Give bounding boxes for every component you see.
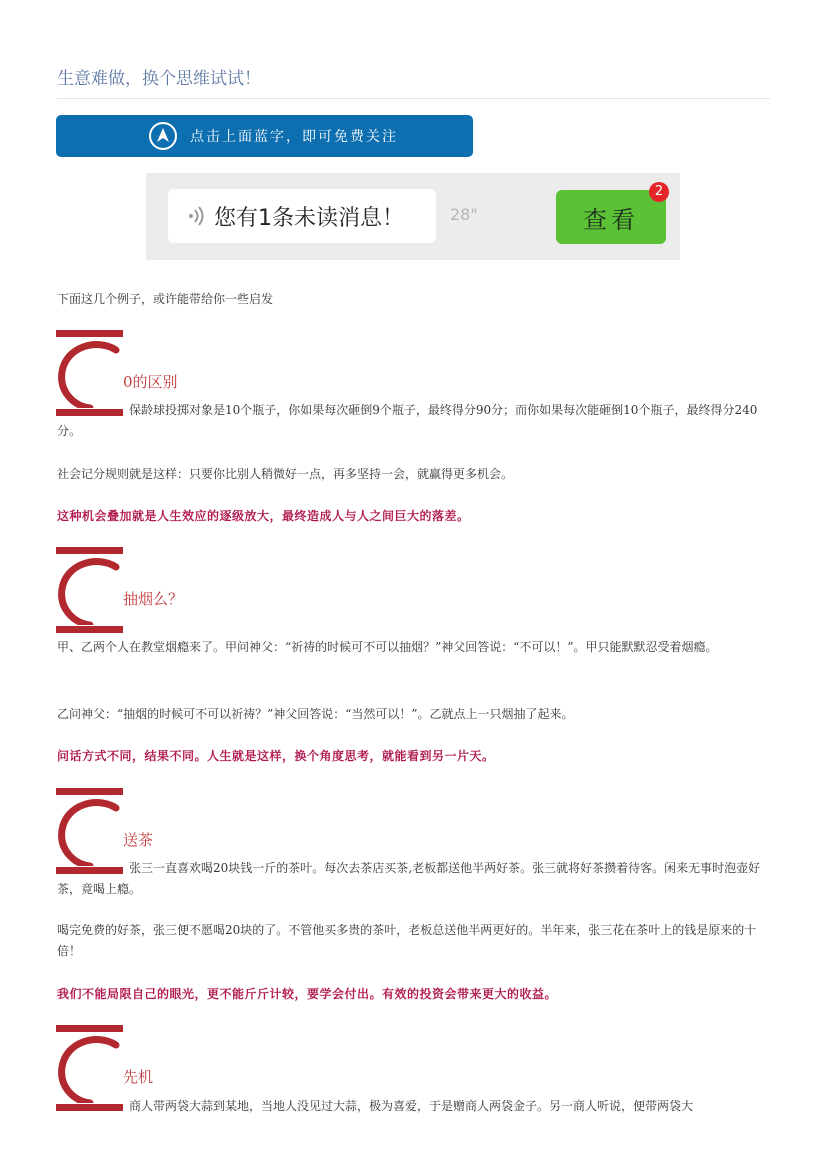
paragraph: 保龄球投掷对象是10个瓶子，你如果每次砸倒9个瓶子，最终得分90分；而你如果每次能砸倒10个瓶子，最终得分240分。 (57, 403, 758, 438)
paragraph: 甲、乙两个人在教堂烟瘾来了。甲问神父：“祈祷的时候可不可以抽烟？”神父回答说：“不可以！”。甲只能默默忍受着烟瘾。 (57, 640, 718, 654)
section-title: 送茶 (123, 831, 154, 849)
paragraph: 喝完免费的好茶，张三便不愿喝20块的了。不管他买多贵的茶叶，老板总送他半两更好的。半年来，张三花在茶叶上的钱是原来的十倍！ (57, 923, 757, 958)
paragraph: 乙问神父：“抽烟的时候可不可以祈祷？”神父回答说：“当然可以！”。乙就点上一只烟抽了起来。 (57, 707, 574, 721)
intro-text: 下面这几个例子，或许能带给你一些启发 (57, 292, 274, 306)
unread-message-banner[interactable] (146, 173, 680, 260)
follow-text: 点击上面蓝字，即可免费关注 (190, 129, 398, 145)
section-title: 先机 (123, 1068, 154, 1086)
follow-banner[interactable] (56, 115, 473, 157)
brush-circle-icon (56, 555, 126, 625)
unread-count-badge: 2 (649, 182, 669, 202)
paragraph: 社会记分规则就是这样：只要你比别人稍微好一点，再多坚持一会，就赢得更多机会。 (57, 467, 514, 481)
view-button-label: 查看 (583, 206, 639, 234)
emphasis-paragraph: 问话方式不同，结果不同。人生就是这样，换个角度思考，就能看到另一片天。 (57, 749, 495, 763)
article-title: 生意难做，换个思维试试！ (57, 69, 261, 89)
section-title: 抽烟么？ (123, 590, 184, 608)
section-heading-1 (56, 547, 184, 633)
brush-circle-icon (56, 338, 126, 408)
emphasis-paragraph: 我们不能局限自己的眼光，更不能斤斤计较，要学会付出。有效的投资会带来更大的收益。 (57, 987, 558, 1001)
view-button[interactable] (556, 190, 666, 244)
voice-duration: 28" (450, 205, 478, 224)
unread-message-text: 您有1条未读消息！ (214, 206, 404, 231)
heading-bottom-bar (56, 626, 123, 633)
paragraph: 商人带两袋大蒜到某地，当地人没见过大蒜，极为喜爱，于是赠商人两袋金子。另一商人听说，便带两袋大 (129, 1099, 694, 1113)
voice-wave-icon (186, 204, 208, 228)
heading-top-bar (56, 330, 123, 337)
emphasis-paragraph: 这种机会叠加就是人生效应的逐级放大，最终造成人与人之间巨大的落差。 (57, 509, 470, 523)
paragraph: 张三一直喜欢喝20块钱一斤的茶叶。每次去茶店买茶,老板都送他半两好茶。张三就将好茶攒着待客。闲来无事时泡壶好茶，竟喝上瘾。 (57, 861, 761, 896)
voice-message-bubble (168, 189, 436, 243)
heading-top-bar (56, 1025, 123, 1032)
brush-circle-icon (56, 1033, 126, 1103)
heading-top-bar (56, 547, 123, 554)
brush-circle-icon (56, 796, 126, 866)
heading-top-bar (56, 788, 123, 795)
title-divider (57, 98, 770, 99)
navigation-arrow-icon (149, 122, 177, 150)
section-title: 0的区别 (123, 373, 178, 391)
